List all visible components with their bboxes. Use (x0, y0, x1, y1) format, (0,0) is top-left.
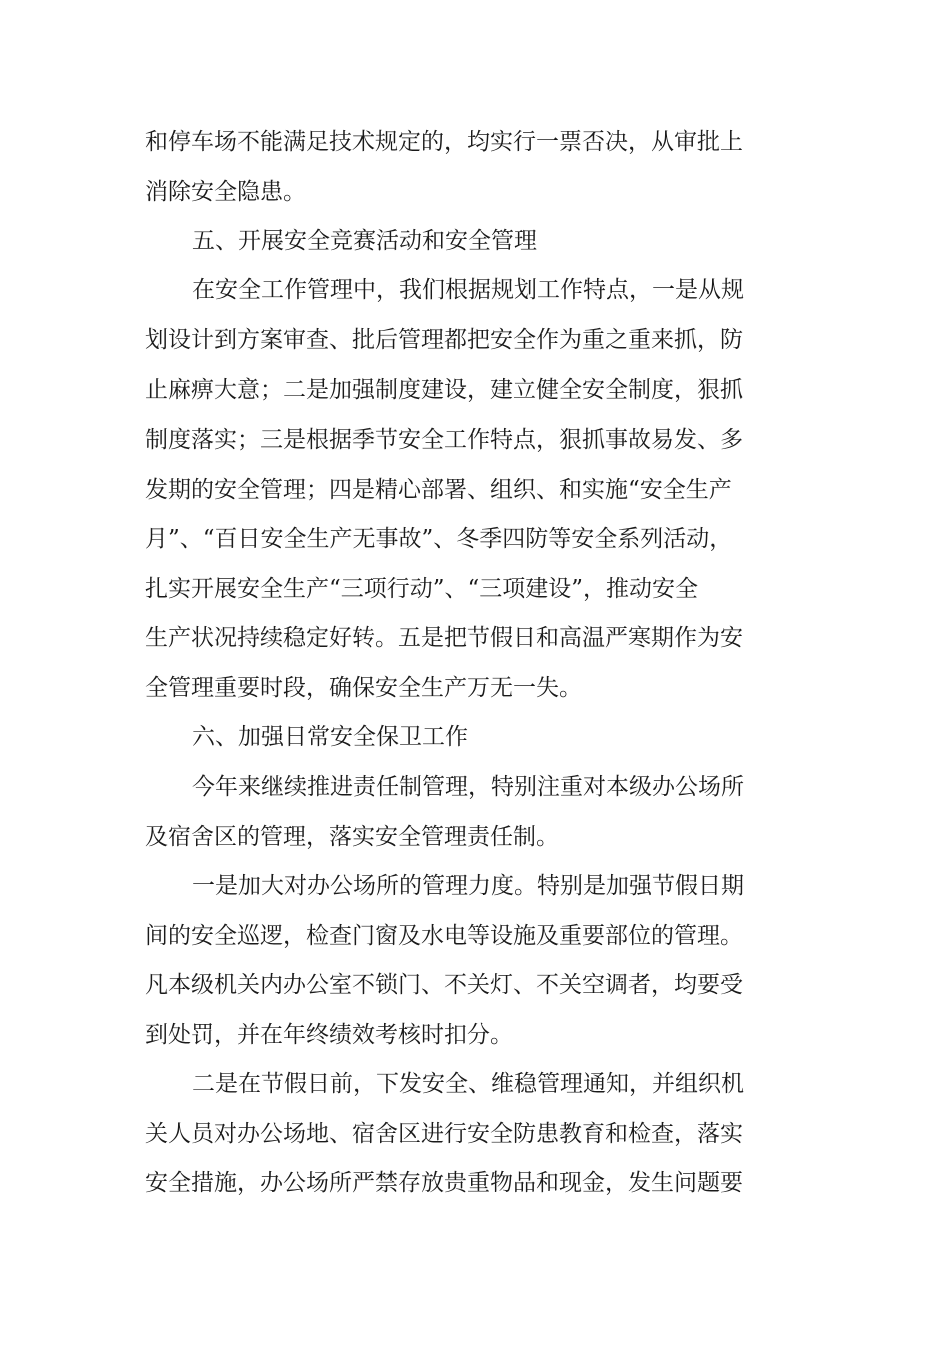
paragraph-first-line: 一是加大对办公场所的管理力度。特别是加强节假日期 (192, 873, 744, 899)
body-text-line: 和停车场不能满足技术规定的，均实行一票否决，从审批上 (145, 129, 743, 155)
body-text-line: 及宿舍区的管理，落实安全管理责任制。 (145, 824, 559, 850)
body-text-line: 生产状况持续稳定好转。五是把节假日和高温严寒期作为安 (145, 625, 743, 651)
body-text-line: 全管理重要时段，确保安全生产万无一失。 (145, 675, 582, 701)
body-text-line: 安全措施，办公场所严禁存放贵重物品和现金，发生问题要 (145, 1170, 743, 1196)
section-heading-5: 五、开展安全竞赛活动和安全管理 (192, 228, 537, 254)
body-text-line: 划设计到方案审查、批后管理都把安全作为重之重来抓，防 (145, 327, 743, 353)
body-text-line: 消除安全隐患。 (145, 179, 306, 205)
body-text-line: 止麻痹大意；二是加强制度建设，建立健全安全制度，狠抓 (145, 377, 743, 403)
body-text-line: 发期的安全管理；四是精心部署、组织、和实施“安全生产 (145, 477, 732, 503)
paragraph-first-line: 今年来继续推进责任制管理，特别注重对本级办公场所 (192, 774, 744, 800)
body-text-line: 凡本级机关内办公室不锁门、不关灯、不关空调者，均要受 (145, 972, 743, 998)
paragraph-first-line: 在安全工作管理中，我们根据规划工作特点，一是从规 (192, 277, 744, 303)
body-text-line: 扎实开展安全生产“三项行动”、“三项建设”，推动安全 (145, 576, 699, 602)
paragraph-first-line: 二是在节假日前，下发安全、维稳管理通知，并组织机 (192, 1071, 744, 1097)
section-heading-6: 六、加强日常安全保卫工作 (192, 724, 468, 750)
body-text-line: 间的安全巡逻，检查门窗及水电等设施及重要部位的管理。 (145, 923, 743, 949)
body-text-line: 月”、“百日安全生产无事故”、冬季四防等安全系列活动， (145, 526, 733, 552)
body-text-line: 关人员对办公场地、宿舍区进行安全防患教育和检查，落实 (145, 1121, 743, 1147)
body-text-line: 制度落实；三是根据季节安全工作特点，狠抓事故易发、多 (145, 427, 743, 453)
body-text-line: 到处罚，并在年终绩效考核时扣分。 (145, 1022, 513, 1048)
